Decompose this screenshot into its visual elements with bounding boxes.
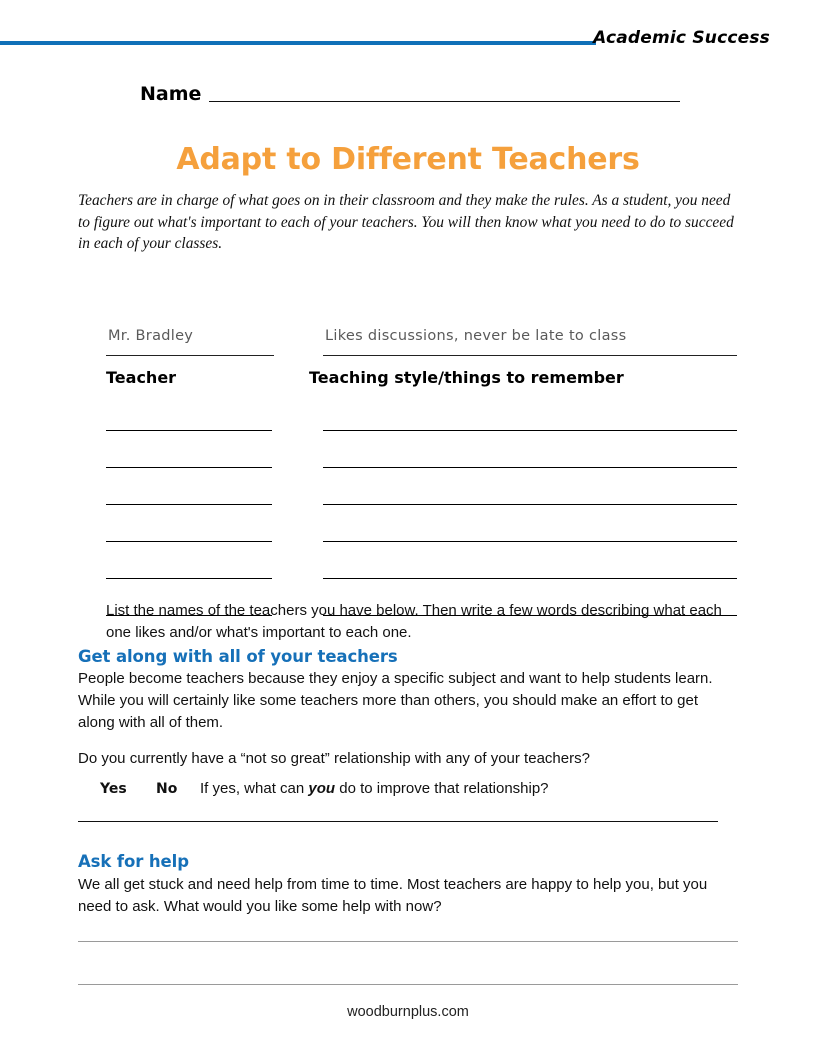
header-rule [0, 41, 596, 45]
style-input-line[interactable] [323, 467, 737, 468]
blank-entry-rows [0, 408, 816, 630]
style-input-line[interactable] [323, 578, 737, 579]
option-no[interactable]: No [156, 781, 178, 797]
teacher-input-line[interactable] [106, 430, 272, 431]
ask-help-answer-line-1[interactable] [78, 941, 738, 942]
teacher-input-line[interactable] [106, 504, 272, 505]
section-body-get-along: People become teachers because they enjoy a specific subject and want to help students learn. While you will certainly like some teachers more than others, you should make an effort to get along with all of them. [78, 670, 713, 731]
style-input-line[interactable] [323, 504, 737, 505]
section-ask-for-help [78, 852, 738, 918]
teacher-input-line[interactable] [106, 578, 272, 579]
activity-directions: List the names of the teachers you have below. Then write a few words describing what each one likes and/or what's important to each one. [106, 602, 722, 641]
table-row [0, 593, 816, 630]
table-row [0, 482, 816, 519]
column-headers [0, 368, 816, 396]
page-header [0, 28, 816, 58]
teacher-activity [0, 326, 816, 641]
column-header-teacher: Teacher [106, 368, 177, 387]
style-input-line[interactable] [323, 615, 737, 616]
style-input-line[interactable] [323, 430, 737, 431]
ask-help-answer-line-2[interactable] [78, 984, 738, 985]
followup-emphasis: you [308, 780, 336, 797]
teacher-input-line[interactable] [106, 467, 272, 468]
category-label: Academic Success [593, 28, 770, 48]
get-along-answer-line[interactable] [78, 821, 718, 822]
followup-question [200, 778, 549, 800]
example-style-value: Likes discussions, never be late to class [323, 328, 737, 356]
section-heading-ask-for-help: Ask for help [78, 852, 189, 871]
section-heading-get-along: Get along with all of your teachers [78, 647, 398, 666]
name-label: Name [140, 83, 202, 105]
table-row [0, 519, 816, 556]
table-row [0, 408, 816, 445]
teacher-input-line[interactable] [106, 541, 272, 542]
column-header-style: Teaching style/things to remember [309, 368, 624, 387]
followup-text-before: If yes, what can [200, 780, 309, 797]
table-row [0, 556, 816, 593]
table-row [0, 445, 816, 482]
name-input-line[interactable] [209, 101, 680, 102]
intro-paragraph: Teachers are in charge of what goes on in their classroom and they make the rules. As a student, you need to figure out what's important to each of your teachers. You will then know what you need to do to succeed in each of your classes. [78, 192, 734, 252]
yes-no-row [78, 778, 738, 800]
style-input-line[interactable] [323, 541, 737, 542]
example-teacher-value: Mr. Bradley [106, 328, 274, 356]
name-field-row [140, 79, 680, 105]
page-title: Adapt to Different Teachers [176, 142, 640, 177]
example-row [0, 326, 816, 356]
teacher-input-line[interactable] [106, 615, 272, 616]
section-body-ask-for-help: We all get stuck and need help from time to time. Most teachers are happy to help you, but you need to ask. What would you like some help with now? [78, 876, 708, 915]
section-get-along [78, 647, 738, 800]
relationship-question: Do you currently have a “not so great” relationship with any of your teachers? [78, 750, 590, 767]
followup-text-after: do to improve that relationship? [335, 780, 549, 797]
option-yes[interactable]: Yes [100, 781, 127, 797]
footer-site: woodburnplus.com [347, 1004, 469, 1020]
